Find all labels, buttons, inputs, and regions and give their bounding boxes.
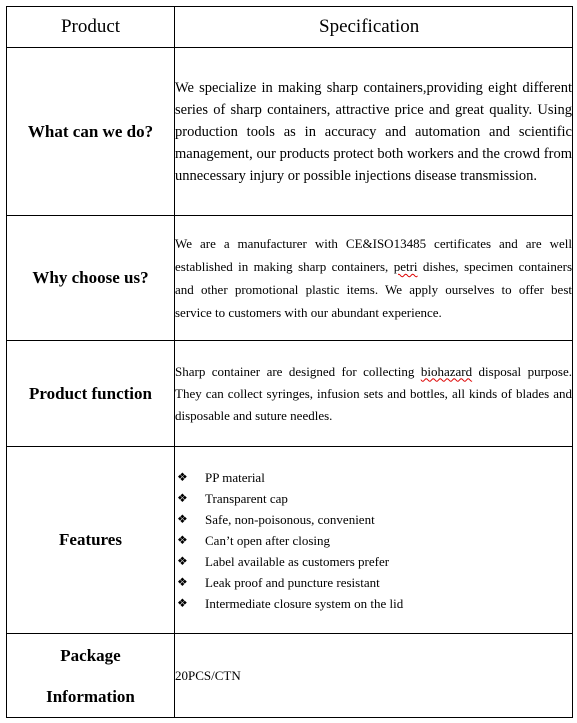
header-product: Product [7, 7, 175, 48]
label-what-can-we-do: What can we do? [7, 48, 175, 216]
content-features [175, 447, 573, 634]
diamond-bullet-icon: ❖ [177, 469, 188, 484]
feature-text: Leak proof and puncture resistant [205, 574, 380, 590]
list-item [175, 488, 572, 509]
table-header-row [7, 7, 573, 48]
label-product-function: Product function [7, 341, 175, 447]
label-package-line1: Package [60, 645, 121, 665]
text-function-part-c: disposal purpose. They can collect syringes, infusion sets and bottles, all kinds of blades and disposable and suture needles. [175, 363, 572, 423]
list-item [175, 509, 572, 530]
text-why-petri: petri [393, 259, 418, 274]
text-product-function [175, 361, 572, 427]
feature-text: Can’t open after closing [205, 532, 331, 548]
diamond-bullet-icon: ❖ [177, 595, 188, 610]
diamond-bullet-icon: ❖ [177, 574, 188, 589]
text-function-biohazard: biohazard [420, 363, 473, 379]
table-row-function [7, 341, 573, 447]
table-row-what [7, 48, 573, 216]
diamond-bullet-icon: ❖ [177, 532, 188, 547]
value-package-information: 20PCS/CTN [175, 634, 573, 718]
content-why-choose-us [175, 216, 573, 341]
feature-text: PP material [205, 469, 265, 485]
label-package-line2: Information [46, 686, 135, 706]
label-package-information [7, 634, 175, 718]
list-item [175, 551, 572, 572]
text-why-part-c: dishes, specimen containers and other promotional plastic items. We apply ourselves to offer best service to customers with our abundant experience. [175, 259, 572, 320]
table-row-package [7, 634, 573, 718]
table-row-features [7, 447, 573, 634]
text-why-part-a: We are a manufacturer with CE&ISO13485 certificates and are well established in making sharp containers, [175, 236, 572, 274]
table-row-why [7, 216, 573, 341]
content-product-function [175, 341, 573, 447]
label-why-choose-us: Why choose us? [7, 216, 175, 341]
diamond-bullet-icon: ❖ [177, 511, 188, 526]
feature-text: Transparent cap [205, 490, 288, 506]
product-spec-table [6, 6, 573, 718]
diamond-bullet-icon: ❖ [177, 490, 188, 505]
list-item [175, 530, 572, 551]
feature-text: Label available as customers prefer [205, 553, 390, 569]
label-features: Features [7, 447, 175, 634]
content-what-can-we-do [175, 48, 573, 216]
header-specification: Specification [175, 7, 573, 48]
text-what-can-we-do: We specialize in making sharp containers,providing eight different series of sharp containers, attractive price and great quality. Using production tools as in accuracy and automation and scientific management, our products protect both workers and the crowd from unnecessary injury or possible injections disease transmission. [175, 79, 572, 184]
feature-text: Intermediate closure system on the lid [205, 595, 404, 611]
features-list [175, 467, 572, 614]
list-item [175, 593, 572, 614]
list-item [175, 467, 572, 488]
list-item [175, 572, 572, 593]
feature-text: Safe, non-poisonous, convenient [205, 511, 375, 527]
text-why-choose-us [175, 232, 572, 324]
diamond-bullet-icon: ❖ [177, 553, 188, 568]
text-function-part-a: Sharp container are designed for collecting [175, 363, 421, 379]
